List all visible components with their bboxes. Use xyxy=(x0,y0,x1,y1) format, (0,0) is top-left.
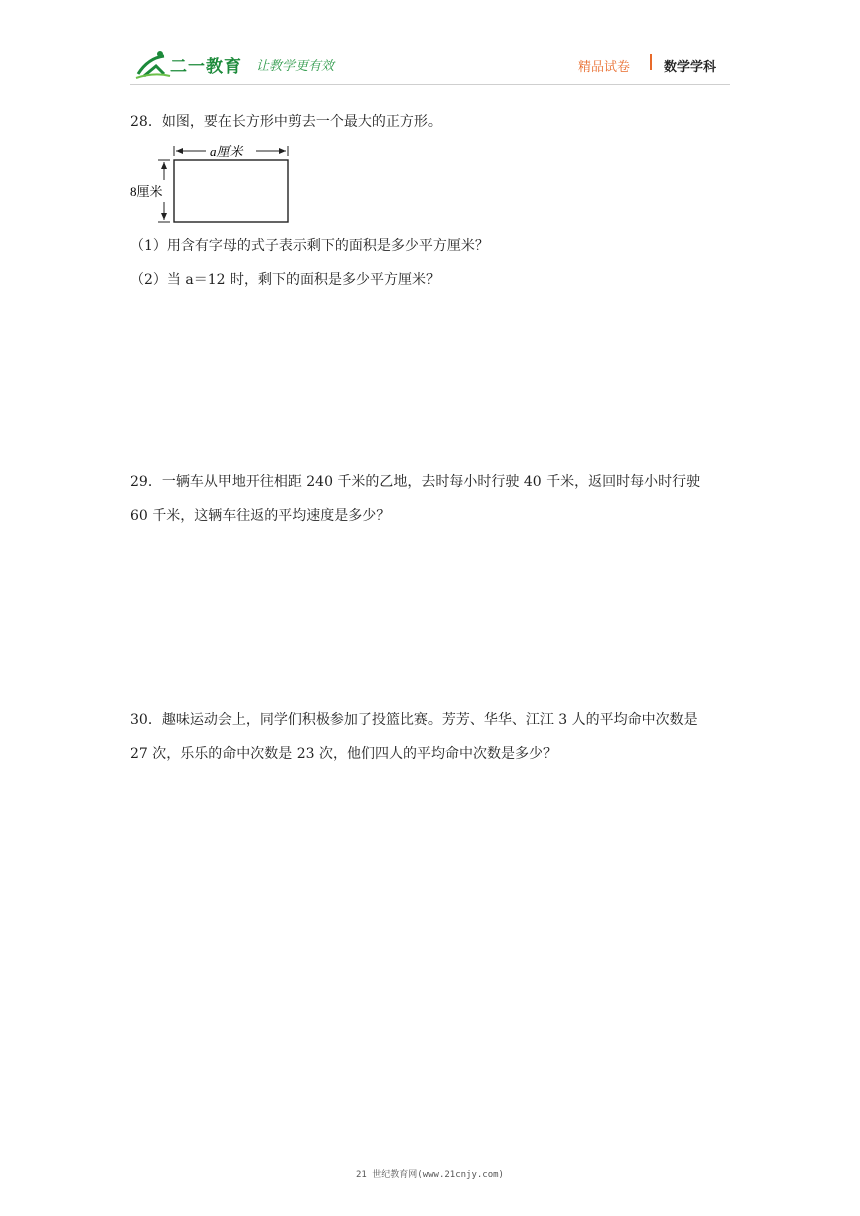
slogan: 让教学更有效 xyxy=(256,59,335,74)
rectangle-figure xyxy=(128,138,298,228)
page-header xyxy=(0,0,860,88)
question-28-sub2: （2）当 a＝12 时，剩下的面积是多少平方厘米？ xyxy=(130,272,440,288)
question-30-line2: 27 次，乐乐的命中次数是 23 次，他们四人的平均命中次数是多少？ xyxy=(130,746,557,762)
question-29-line2: 60 千米，这辆车往返的平均速度是多少？ xyxy=(130,508,391,524)
question-30-line1: 30．趣味运动会上，同学们积极参加了投篮比赛。芳芳、华华、江江 3 人的平均命中次数是 xyxy=(130,712,698,728)
question-28-text: 28．如图，要在长方形中剪去一个最大的正方形。 xyxy=(130,114,442,130)
page-footer: 21 世纪教育网(www.21cnjy.com) xyxy=(356,1170,504,1180)
question-29-line1: 29．一辆车从甲地开往相距 240 千米的乙地，去时每小时行驶 40 千米，返回时每小时行驶 xyxy=(130,474,701,490)
subject-label: 数学学科 xyxy=(664,60,717,75)
brand-divider xyxy=(650,54,652,70)
figure-top-label: a厘米 xyxy=(210,144,243,159)
figure-side-label: 8厘米 xyxy=(130,184,163,199)
question-28-sub1: （1）用含有字母的式子表示剩下的面积是多少平方厘米？ xyxy=(130,238,489,254)
logo-text: 二一教育 xyxy=(170,57,242,77)
header-rule xyxy=(130,84,730,85)
brand-label: 精品试卷 xyxy=(578,60,631,75)
